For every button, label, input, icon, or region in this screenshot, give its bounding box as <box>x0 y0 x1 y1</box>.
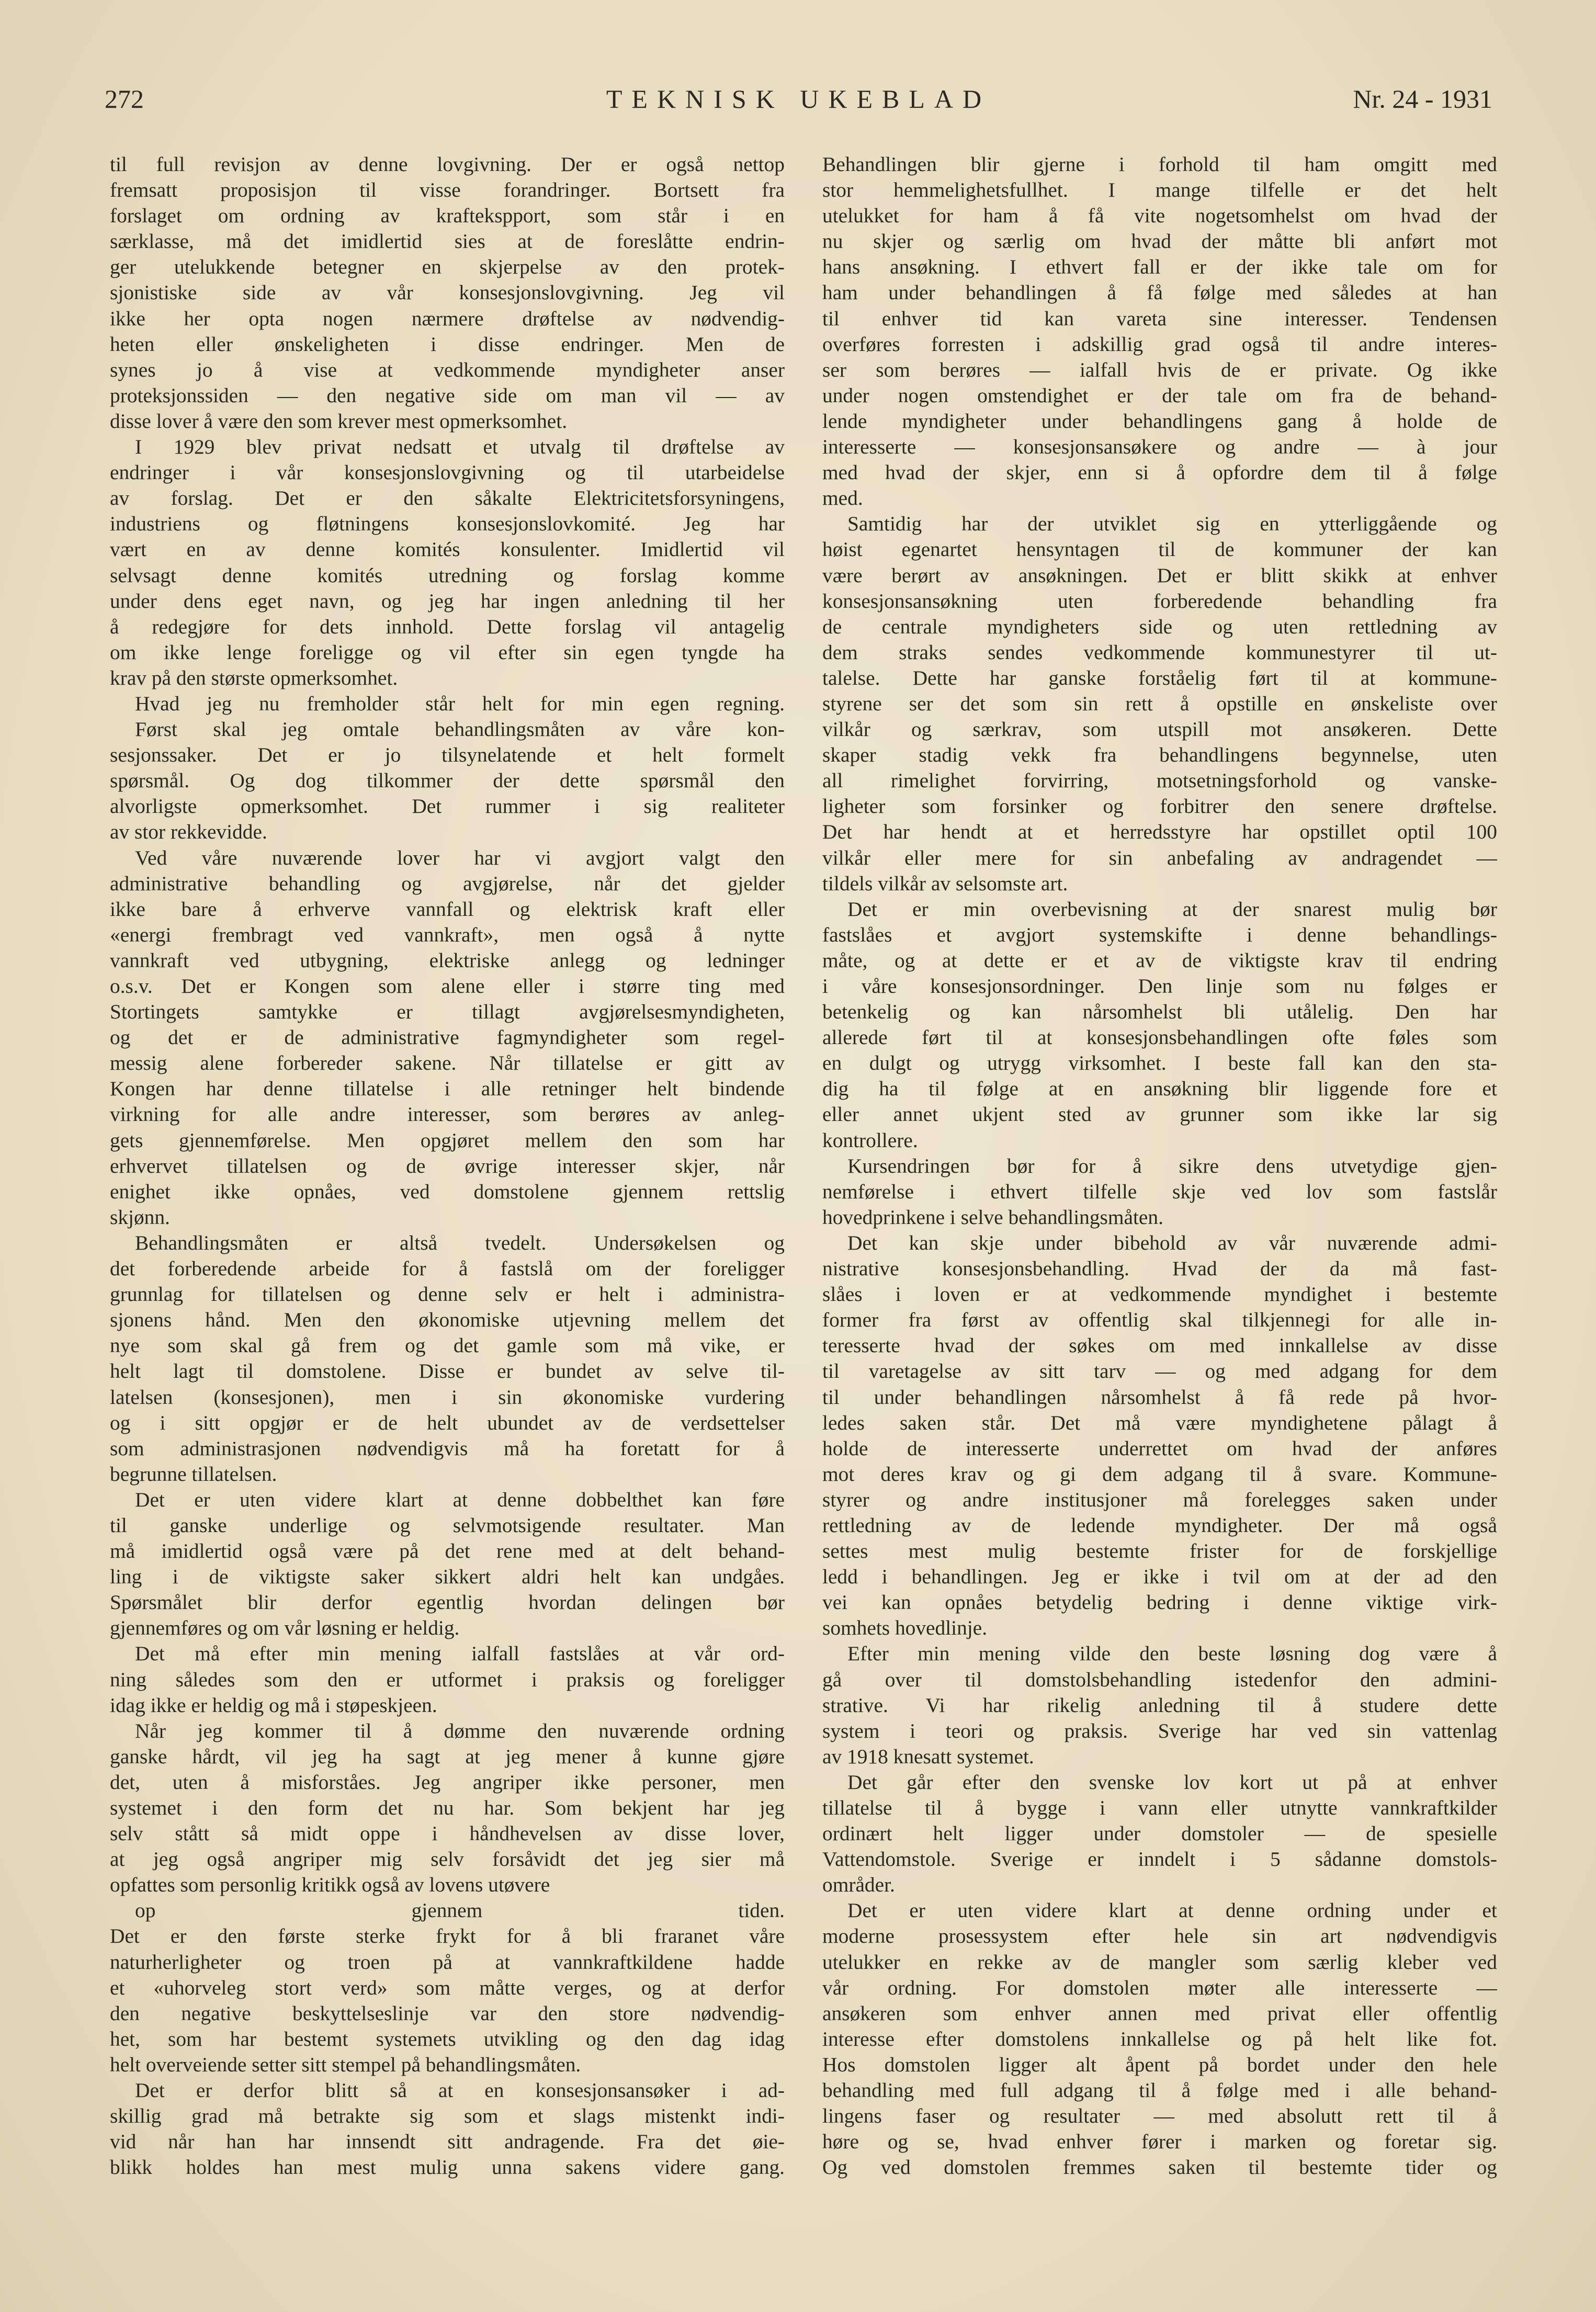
text-line: til full revisjon av denne lovgivning. Der er også nettop <box>110 153 785 176</box>
text-line: Ved våre nuværende lover har vi avgjort valgt den <box>135 846 785 869</box>
text-line: disse lover å være den som krever mest opmerksomhet. <box>110 409 568 433</box>
text-line: den negative beskyttelseslinje var den store nødvendig- <box>110 2001 785 2025</box>
text-line: det forberedende arbeide for å fastslå om der foreligger <box>110 1257 785 1280</box>
text-line: tillatelse til å bygge i vann eller utnytte vannkraftkilder <box>822 1796 1497 1819</box>
text-line: holde de interesserte underrettet om hvad der anføres <box>822 1436 1497 1460</box>
text-line: vilkår og særkrav, som utspill mot ansøkeren. Dette <box>822 718 1497 741</box>
text-line: Samtidig har der utviklet sig en ytterliggående og <box>847 512 1497 536</box>
text-line: Det er uten videre klart at denne ordning under et <box>847 1899 1497 1922</box>
text-line: ledd i behandlingen. Jeg er ikke i tvil om at der ad den <box>822 1565 1497 1589</box>
text-line: begrunne tillatelsen. <box>110 1462 277 1486</box>
text-line: erhvervet tillatelsen og de øvrige interesser skjer, når <box>110 1154 785 1177</box>
text-line: nemførelse i ethvert tilfelle skje ved lov som fastslår <box>822 1180 1497 1203</box>
text-line: interesserte — konsesjonsansøkere og andre — à jour <box>822 435 1497 459</box>
text-line: latelsen (konsesjonen), men i sin økonomiske vurdering <box>110 1385 785 1409</box>
text-line: en dulgt og utrygg virksomhet. I beste fall kan den sta- <box>822 1051 1497 1075</box>
text-line: selvsagt denne komités utredning og forslag komme <box>110 563 785 587</box>
text-line: behandling med full adgang til å følge med i alle behand- <box>822 2079 1497 2102</box>
text-line: av 1918 knesatt systemet. <box>822 1744 1034 1768</box>
text-line: dem straks sendes vedkommende kommunestyrer til ut- <box>822 640 1497 664</box>
text-line: høist egenartet hensyntagen til de kommuner der kan <box>822 538 1497 561</box>
text-line: hovedprinkene i selve behandlingsmåten. <box>822 1205 1163 1229</box>
text-line: talelse. Dette har ganske forståelig ført til at kommune- <box>822 666 1497 689</box>
text-line: ham under behandlingen å få følge med således at han <box>822 281 1497 304</box>
text-line: o.s.v. Det er Kongen som alene eller i større ting med <box>110 974 785 998</box>
text-line: op gjennem tiden. <box>135 1899 785 1922</box>
text-line: at jeg også angriper mig selv forsåvidt det jeg sier må <box>110 1848 785 1871</box>
text-line: industriens og fløtningens konsesjonslovkomité. Jeg har <box>110 512 785 536</box>
text-line: eller annet ukjent sted av grunner som ikke lar sig <box>822 1103 1497 1126</box>
text-line: Det er uten videre klart at denne dobbelthet kan føre <box>135 1488 785 1511</box>
text-line: ligheter som forsinker og forbitrer den senere drøftelse. <box>822 795 1497 818</box>
text-line: helt overveiende setter sitt stempel på behandlingsmåten. <box>110 2053 581 2076</box>
page-number: 272 <box>105 84 144 114</box>
text-line: synes jo å vise at vedkommende myndigheter anser <box>110 358 785 381</box>
text-line: all rimelighet forvirring, motsetningsforhold og vanske- <box>822 769 1497 792</box>
text-line: overføres forresten i adskillig grad også til andre interes- <box>822 332 1497 356</box>
text-line: ordinært helt ligger under domstoler — de spesielle <box>822 1822 1497 1845</box>
text-line: alvorligste opmerksomhet. Det rummer i sig realiteter <box>110 795 785 818</box>
text-line: heten eller ønskeligheten i disse endringer. Men de <box>110 332 785 356</box>
text-line: Hos domstolen ligger alt åpent på bordet under den hele <box>822 2053 1497 2076</box>
text-line: system i teori og praksis. Sverige har ved sin vattenlag <box>822 1719 1497 1742</box>
text-line: gets gjennemførelse. Men opgjøret mellem den som har <box>110 1128 785 1152</box>
text-line: særklasse, må det imidlertid sies at de foreslåtte endrin- <box>110 230 785 253</box>
text-line: og det er de administrative fagmyndigheter som regel- <box>110 1026 785 1049</box>
text-line: tildels vilkår av selsomste art. <box>822 871 1068 895</box>
text-line: former fra først av offentlig skal tilkjennegi for alle in- <box>822 1308 1497 1332</box>
text-line: fastslåes et avgjort systemskifte i denne behandlings- <box>822 923 1497 946</box>
text-line: I 1929 blev privat nedsatt et utvalg til drøftelse av <box>135 435 785 459</box>
text-line: ger utelukkende betegner en skjerpelse av den protek- <box>110 255 785 279</box>
text-line: vei kan opnåes betydelig bedring i denne viktige virk- <box>822 1591 1497 1614</box>
text-line: det, uten å misforståes. Jeg angriper ikke personer, men <box>110 1770 785 1794</box>
issue-number: Nr. 24 - 1931 <box>1353 84 1492 114</box>
text-line: til ganske underlige og selvmotsigende resultater. Man <box>110 1513 785 1537</box>
text-line: vår ordning. For domstolen møter alle interesserte — <box>822 1976 1497 1999</box>
text-line: med hvad der skjer, enn si å opfordre dem til å følge <box>822 461 1497 484</box>
text-line: om ikke lenge foreligge og vil efter sin egen tyngde ha <box>110 640 785 664</box>
text-line: må imidlertid også være på det rene med at delt behand- <box>110 1539 785 1563</box>
text-line: konsesjonsansøkning uten forberedende behandling fra <box>822 589 1497 613</box>
text-line: hans ansøkning. I ethvert fall er der ikke tale om for <box>822 255 1497 279</box>
text-line: het, som har bestemt systemets utvikling og den dag idag <box>110 2027 785 2050</box>
text-line: Først skal jeg omtale behandlingsmåten av våre kon- <box>135 718 785 741</box>
text-line: under dens eget navn, og jeg har ingen anledning til her <box>110 589 785 613</box>
text-line: vært en av denne komités konsulenter. Imidlertid vil <box>110 538 785 561</box>
text-line: naturherligheter og troen på at vannkraftkildene hadde <box>110 1950 785 1974</box>
text-line: administrative behandling og avgjørelse, når det gjelder <box>110 871 785 895</box>
text-line: Kursendringen bør for å sikre dens utvetydige gjen- <box>847 1154 1497 1177</box>
text-line: og i sitt opgjør er de helt ubundet av de verdsettelser <box>110 1411 785 1434</box>
text-line: av stor rekkevidde. <box>110 820 267 844</box>
text-line: vannkraft ved utbygning, elektriske anlegg og ledninger <box>110 948 785 972</box>
text-line: til varetagelse av sitt tarv — og med adgang for dem <box>822 1359 1497 1383</box>
text-line: Det har hendt at et herredsstyre har opstillet optil 100 <box>822 820 1497 844</box>
text-line: Spørsmålet blir derfor egentlig hvordan delingen bør <box>110 1591 785 1614</box>
text-line: sesjonssaker. Det er jo tilsynelatende et helt formelt <box>110 743 785 767</box>
text-line: ansøkeren som enhver annen med privat eller offentlig <box>822 2001 1497 2025</box>
text-line: ledes saken står. Det må være myndighetene pålagt å <box>822 1411 1497 1434</box>
text-line: helt lagt til domstolene. Disse er bundet av selve til- <box>110 1359 785 1383</box>
text-line: Vattendomstole. Sverige er inndelt i 5 sådanne domstols- <box>822 1848 1497 1871</box>
text-line: somhets hovedlinje. <box>822 1616 988 1640</box>
text-line: av forslag. Det er den såkalte Elektricitetsforsyningens, <box>110 486 785 510</box>
text-line: interesse efter domstolens innkallelse og på helt like fot. <box>822 2027 1497 2050</box>
text-line: nu skjer og særlig om hvad der måtte bli anført mot <box>822 230 1497 253</box>
journal-title: TEKNISK UKEBLAD <box>606 84 991 114</box>
text-line: være berørt av ansøkningen. Det er blitt skikk at enhver <box>822 563 1497 587</box>
text-line: høre og se, hvad enhver fører i marken og foretar sig. <box>822 2130 1497 2154</box>
text-line: som administrasjonen nødvendigvis må ha foretatt for å <box>110 1436 785 1460</box>
text-line: de centrale myndigheters side og uten rettledning av <box>822 615 1497 638</box>
text-line: endringer i vår konsesjonslovgivning og til utarbeidelse <box>110 461 785 484</box>
text-line: teresserte hvad der søkes om med innkallelse av disse <box>822 1334 1497 1357</box>
text-line: Når jeg kommer til å dømme den nuværende ordning <box>135 1719 785 1742</box>
text-line: nistrative konsesjonsbehandling. Hvad der da må fast- <box>822 1257 1497 1280</box>
text-line: Hvad jeg nu fremholder står helt for min egen regning. <box>135 692 785 715</box>
text-line: rettledning av de ledende myndigheter. Der må også <box>822 1513 1497 1537</box>
text-line: Og ved domstolen fremmes saken til bestemte tider og <box>822 2156 1497 2179</box>
text-line: til enhver tid kan vareta sine interesser. Tendensen <box>822 307 1497 330</box>
text-line: utelukket for ham å få vite nogetsomhelst om hvad der <box>822 204 1497 228</box>
left-column <box>110 152 785 2180</box>
text-line: virkning for alle andre interesser, som berøres av anleg- <box>110 1103 785 1126</box>
text-line: vid når han har innsendt sitt andragende. Fra det øie- <box>110 2130 785 2154</box>
text-line: spørsmål. Og dog tilkommer der dette spørsmål den <box>110 769 785 792</box>
text-line: til under behandlingen nårsomhelst å få rede på hvor- <box>822 1385 1497 1409</box>
text-line: lende myndigheter under behandlingens gang å holde de <box>822 409 1497 433</box>
text-line: gjennemføres og om vår løsning er heldig. <box>110 1616 460 1640</box>
text-line: områder. <box>822 1873 895 1897</box>
text-line: Det er min overbevisning at der snarest mulig bør <box>847 897 1497 921</box>
text-line: settes mest mulig bestemte frister for de forskjellige <box>822 1539 1497 1563</box>
text-line: Behandlingen blir gjerne i forhold til ham omgitt med <box>822 153 1497 176</box>
text-line: proteksjonssiden — den negative side om man vil — av <box>110 383 785 407</box>
text-line: lingens faser og resultater — med absolutt rett til å <box>822 2104 1497 2128</box>
text-line: vilkår eller mere for sin anbefaling av andragendet — <box>822 846 1497 869</box>
text-line: styrer og andre institusjoner må forelegges saken under <box>822 1488 1497 1511</box>
text-line: blikk holdes han mest mulig unna sakens videre gang. <box>110 2156 785 2179</box>
text-line: slåes i loven er at vedkommende myndighet i bestemte <box>822 1283 1497 1306</box>
text-line: allerede ført til at konsesjonsbehandlingen ofte føles som <box>822 1026 1497 1049</box>
text-line: «energi frembragt ved vannkraft», men også å nytte <box>110 923 785 946</box>
page-header <box>105 84 1492 126</box>
text-line: moderne prosessystem efter hele sin art nødvendigvis <box>822 1924 1497 1948</box>
text-line: mot deres krav og gi dem adgang til å svare. Kommune- <box>822 1462 1497 1486</box>
text-line: et «uhorveleg stort verd» som måtte verges, og at derfor <box>110 1976 785 1999</box>
text-line: enighet ikke opnåes, ved domstolene gjennem rettslig <box>110 1180 785 1203</box>
text-line: utelukker en rekke av de mangler som særlig kleber ved <box>822 1950 1497 1974</box>
text-line: under nogen omstendighet er der tale om fra de behand- <box>822 383 1497 407</box>
text-line: krav på den største opmerksomhet. <box>110 666 398 689</box>
text-line: opfattes som personlig kritikk også av lovens utøvere <box>110 1873 550 1897</box>
text-line: dig ha til følge at en ansøkning blir liggende fore et <box>822 1077 1497 1101</box>
right-column <box>822 152 1497 2180</box>
text-line: fremsatt proposisjon til visse forandringer. Bortsett fra <box>110 178 785 202</box>
text-line: selv stått så midt oppe i håndhevelsen av disse lover, <box>110 1822 785 1845</box>
text-line: sjonistiske side av vår konsesjonslovgivning. Jeg vil <box>110 281 785 304</box>
text-line: betenkelig og kan nårsomhelst bli utålelig. Den har <box>822 1000 1497 1024</box>
text-line: stor hemmelighetsfullhet. I mange tilfelle er det helt <box>822 178 1497 202</box>
text-line: Kongen har denne tillatelse i alle retninger helt bindende <box>110 1077 785 1101</box>
text-line: grunnlag for tillatelsen og denne selv er helt i administra- <box>110 1283 785 1306</box>
text-line: sjonens hånd. Men den økonomiske utjevning mellem det <box>110 1308 785 1332</box>
text-line: ling i de viktigste saker sikkert aldri helt kan undgåes. <box>110 1565 785 1589</box>
text-line: med. <box>822 486 863 510</box>
text-line: i våre konsesjonsordninger. Den linje som nu følges er <box>822 974 1497 998</box>
text-line: strative. Vi har rikelig anledning til å studere dette <box>822 1693 1497 1717</box>
text-line: Efter min mening vilde den beste løsning dog være å <box>847 1642 1497 1665</box>
text-line: å redegjøre for dets innhold. Dette forslag vil antagelig <box>110 615 785 638</box>
text-line: ser som berøres — ialfall hvis de er private. Og ikke <box>822 358 1497 381</box>
text-line: Det kan skje under bibehold av vår nuværende admi- <box>847 1231 1497 1254</box>
text-line: Stortingets samtykke er tillagt avgjørelsesmyndigheten, <box>110 1000 785 1024</box>
text-line: gå over til domstolsbehandling istedenfor den admini- <box>822 1668 1497 1691</box>
text-line: Det er derfor blitt så at en konsesjonsansøker i ad- <box>135 2079 785 2102</box>
text-line: messig alene forbereder sakene. Når tillatelse er gitt av <box>110 1051 785 1075</box>
text-line: ikke her opta nogen nærmere drøftelse av nødvendig- <box>110 307 785 330</box>
text-line: idag ikke er heldig og må i støpeskjeen. <box>110 1693 437 1717</box>
text-line: styrene ser det som sin rett å opstille en ønskeliste over <box>822 692 1497 715</box>
text-line: Det må efter min mening ialfall fastslåes at vår ord- <box>135 1642 785 1665</box>
text-line: Det er den første sterke frykt for å bli fraranet våre <box>110 1924 785 1948</box>
text-line: Det går efter den svenske lov kort ut på at enhver <box>847 1770 1497 1794</box>
text-line: ikke bare å erhverve vannfall og elektrisk kraft eller <box>110 897 785 921</box>
text-line: skaper stadig vekk fra behandlingens begynnelse, uten <box>822 743 1497 767</box>
text-line: Behandlingsmåten er altså tvedelt. Undersøkelsen og <box>135 1231 785 1254</box>
text-line: systemet i den form det nu har. Som bekjent har jeg <box>110 1796 785 1819</box>
text-line: skillig grad må betrakte sig som et slags mistenkt indi- <box>110 2104 785 2128</box>
text-line: nye som skal gå frem og det gamle som må vike, er <box>110 1334 785 1357</box>
text-line: kontrollere. <box>822 1128 918 1152</box>
text-line: forslaget om ordning av kraftekspport, som står i en <box>110 204 785 228</box>
text-line: ganske hårdt, vil jeg ha sagt at jeg mener å kunne gjøre <box>110 1744 785 1768</box>
text-line: måte, og at dette er et av de viktigste krav til endring <box>822 948 1497 972</box>
text-line: ning således som den er utformet i praksis og foreligger <box>110 1668 785 1691</box>
text-line: skjønn. <box>110 1205 170 1229</box>
